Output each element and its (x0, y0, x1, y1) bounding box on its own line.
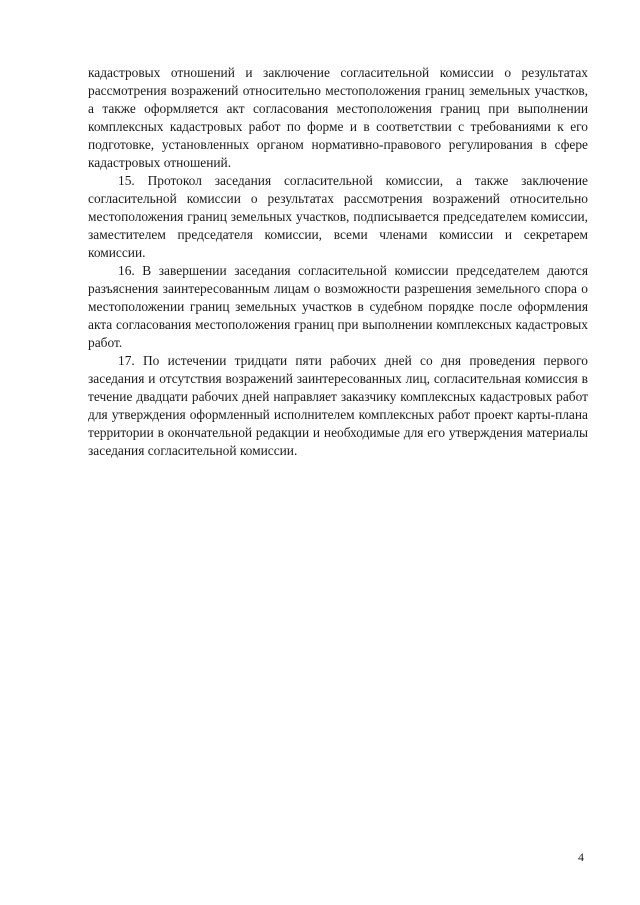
document-body (88, 64, 588, 460)
paragraph-16: 16. В завершении заседания согласительной комиссии председателем даются разъяснения заинтересованным лицам о возможности разрешения земельного спора о местоположении границ земельных участков в судебном порядке после оформления акта согласования местоположения границ при выполнении комплексных кадастровых работ. (88, 263, 588, 350)
paragraph-15: 15. Протокол заседания согласительной комиссии, а также заключение согласительной комиссии о результатах рассмотрения возражений относительно местоположения границ земельных участков, подписывается председателем комиссии, заместителем председателя комиссии, всеми членами комиссии и секретарем комиссии. (88, 173, 588, 260)
paragraph-continuation: кадастровых отношений и заключение согласительной комиссии о результатах рассмотрения возражений относительно местоположения границ земельных участков, а также оформляется акт согласования местоположения границ при выполнении комплексных кадастровых работ по форме и в соответствии с требованиями к его подготовке, установленных органом нормативно-правового регулирования в сфере кадастровых отношений. (88, 65, 588, 170)
page-number: 4 (578, 850, 584, 864)
paragraph-17: 17. По истечении тридцати пяти рабочих дней со дня проведения первого заседания и отсутствия возражений заинтересованных лиц, согласительная комиссия в течение двадцати рабочих дней направляет заказчику комплексных кадастровых работ для утверждения оформленный исполнителем комплексных работ проект карты-плана территории в окончательной редакции и необходимые для его утверждения материалы заседания согласительной комиссии. (88, 353, 588, 458)
